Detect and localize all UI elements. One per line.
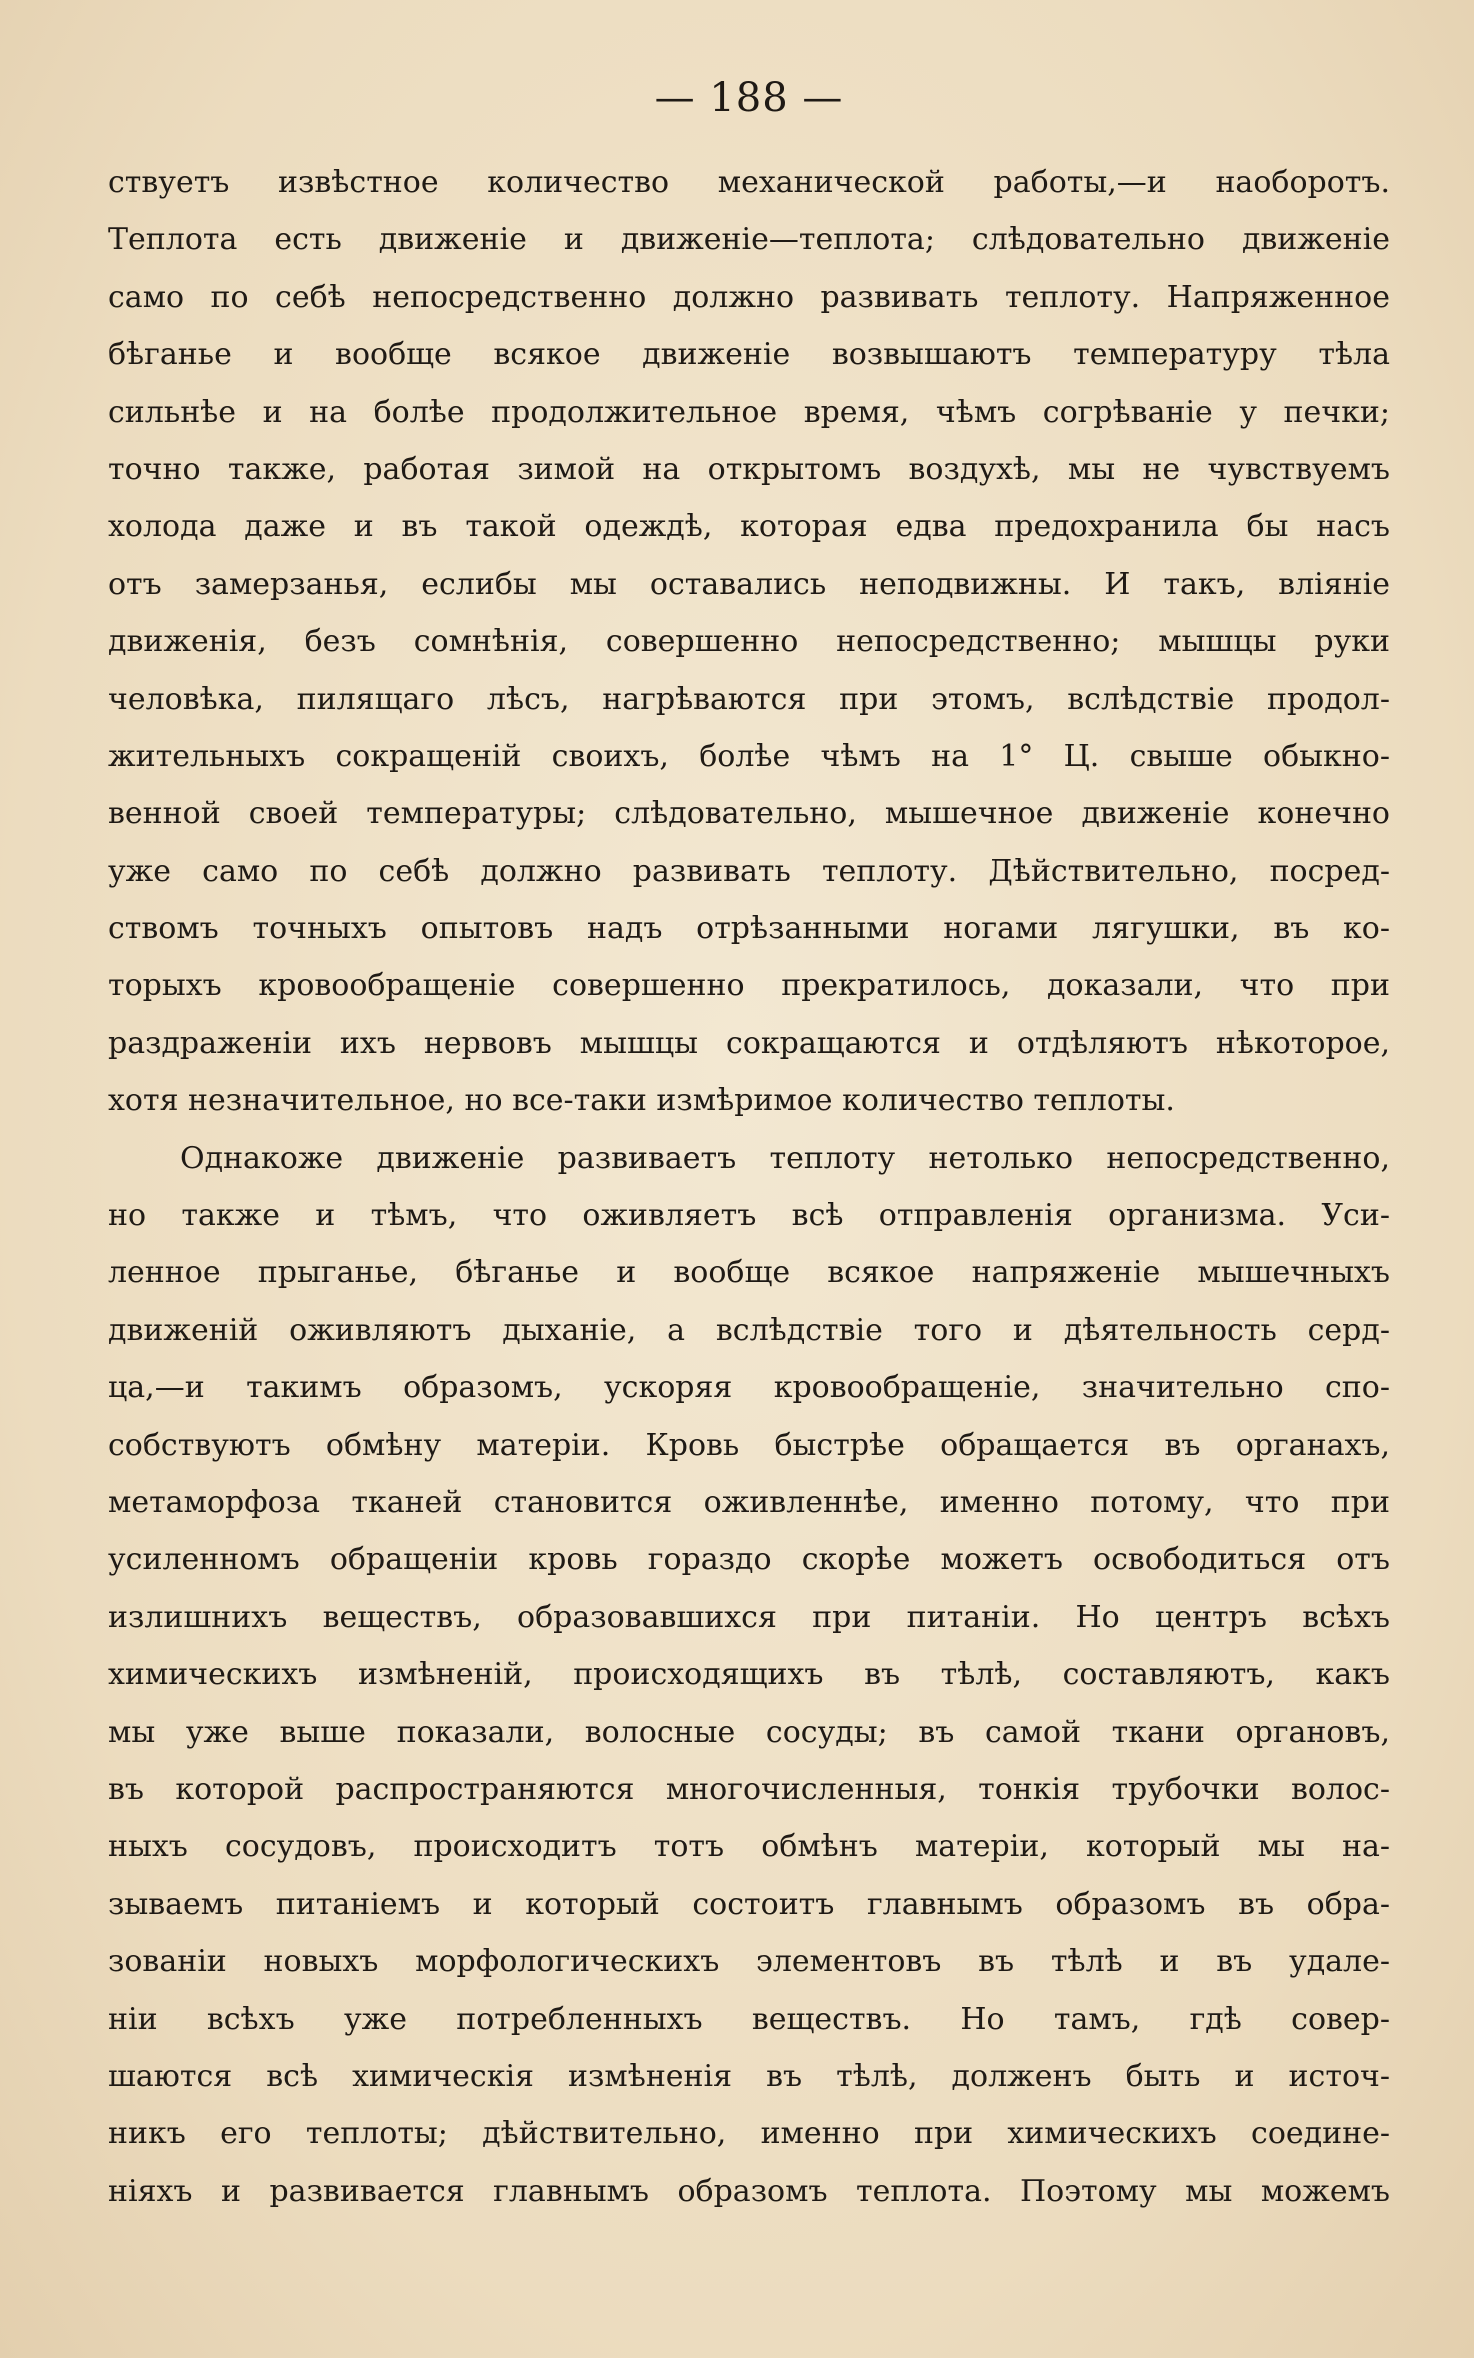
text-line: зованіи новыхъ морфологическихъ элементовъ въ тѣлѣ и въ удале- (108, 1944, 1390, 1980)
text-line: но также и тѣмъ, что оживляетъ всѣ отправленія организма. Уси- (108, 1198, 1390, 1234)
text-line: уже само по себѣ должно развивать теплоту. Дѣйствительно, посред- (108, 853, 1390, 889)
text-line: отъ замерзанья, еслибы мы оставались неподвижны. И такъ, вліяніе (108, 566, 1390, 602)
text-line: ствомъ точныхъ опытовъ надъ отрѣзанными ногами лягушки, въ ко- (108, 911, 1390, 947)
text-line: жительныхъ сокращеній своихъ, болѣе чѣмъ на 1° Ц. свыше обыкно- (108, 738, 1390, 774)
text-line: шаются всѣ химическія измѣненія въ тѣлѣ, долженъ быть и источ- (108, 2058, 1390, 2094)
paragraph-2 (108, 1130, 1390, 2220)
text-line: въ которой распространяются многочисленныя, тонкія трубочки волос- (108, 1771, 1390, 1807)
text-line: метаморфоза тканей становится оживленнѣе, именно потому, что при (108, 1484, 1390, 1520)
text-line: точно также, работая зимой на открытомъ воздухѣ, мы не чувствуемъ (108, 451, 1390, 487)
text-line: ніи всѣхъ уже потребленныхъ веществъ. Но тамъ, гдѣ совер- (108, 2001, 1390, 2037)
text-line: никъ его теплоты; дѣйствительно, именно при химическихъ соедине- (108, 2116, 1390, 2152)
text-line: движеній оживляютъ дыханіе, а вслѣдствіе того и дѣятельность серд- (108, 1312, 1390, 1348)
text-line: само по себѣ непосредственно должно развивать теплоту. Напряженное (108, 279, 1390, 315)
page-number: — 188 — (654, 75, 844, 121)
book-page (108, 74, 1390, 2220)
text-line: ленное прыганье, бѣганье и вообще всякое напряженіе мышечныхъ (108, 1255, 1390, 1291)
text-line: усиленномъ обращеніи кровь гораздо скорѣе можетъ освободиться отъ (108, 1542, 1390, 1578)
paragraph-1 (108, 154, 1390, 1130)
text-line: хотя незначительное, но все-таки измѣримое количество теплоты. (108, 1083, 1175, 1119)
text-line: раздраженіи ихъ нервовъ мышцы сокращаются и отдѣляютъ нѣкоторое, (108, 1025, 1390, 1061)
text-line: собствуютъ обмѣну матеріи. Кровь быстрѣе обращается въ органахъ, (108, 1427, 1390, 1463)
text-line: мы уже выше показали, волосные сосуды; въ самой ткани органовъ, (108, 1714, 1390, 1750)
text-line: ца,—и такимъ образомъ, ускоряя кровообращеніе, значительно спо- (108, 1370, 1390, 1406)
text-line: движенія, безъ сомнѣнія, совершенно непосредственно; мышцы руки (108, 624, 1390, 660)
text-line: холода даже и въ такой одеждѣ, которая едва предохранила бы насъ (108, 509, 1390, 545)
text-line: венной своей температуры; слѣдовательно, мышечное движеніе конечно (108, 796, 1390, 832)
text-line: сильнѣе и на болѣе продолжительное время, чѣмъ согрѣваніе у печки; (108, 394, 1390, 430)
text-line: бѣганье и вообще всякое движеніе возвышаютъ температуру тѣла (108, 337, 1390, 373)
text-line: зываемъ питаніемъ и который состоитъ главнымъ образомъ въ обра- (108, 1886, 1390, 1922)
text-line: Однакоже движеніе развиваетъ теплоту нетолько непосредственно, (180, 1140, 1390, 1176)
text-line: ныхъ сосудовъ, происходитъ тотъ обмѣнъ матеріи, который мы на- (108, 1829, 1390, 1865)
text-line: ніяхъ и развивается главнымъ образомъ теплота. Поэтому мы можемъ (108, 2173, 1390, 2209)
text-line: излишнихъ веществъ, образовавшихся при питаніи. Но центръ всѣхъ (108, 1599, 1390, 1635)
text-line: человѣка, пилящаго лѣсъ, нагрѣваются при этомъ, вслѣдствіе продол- (108, 681, 1390, 717)
text-line: торыхъ кровообращеніе совершенно прекратилось, доказали, что при (108, 968, 1390, 1004)
text-line: Теплота есть движеніе и движеніе—теплота; слѣдовательно движеніе (108, 222, 1390, 258)
text-line: ствуетъ извѣстное количество механической работы,—и наоборотъ. (108, 165, 1390, 200)
text-line: химическихъ измѣненій, происходящихъ въ тѣлѣ, составляютъ, какъ (108, 1657, 1390, 1693)
